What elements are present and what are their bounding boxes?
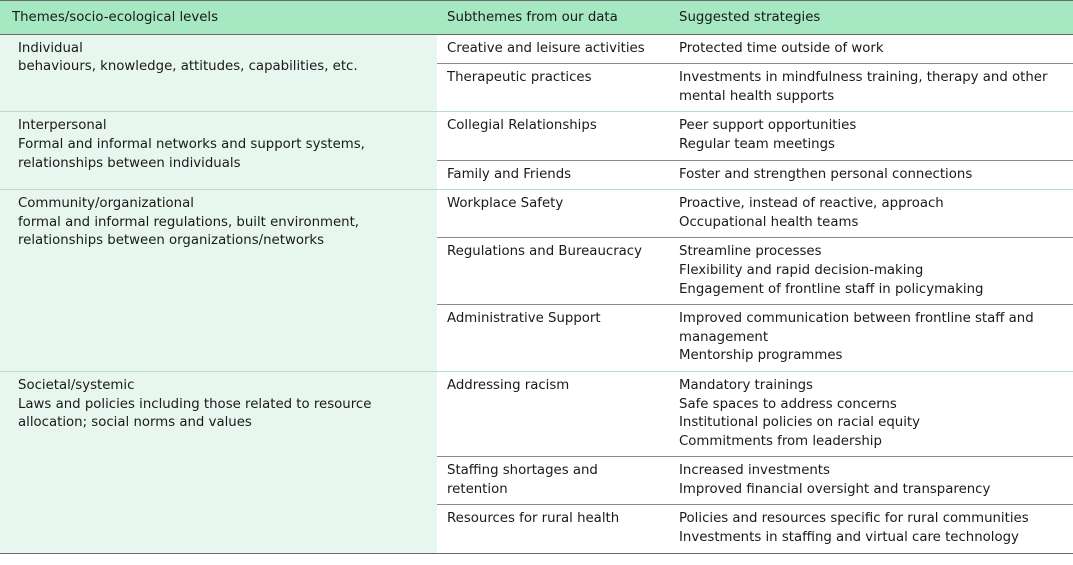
strategy-item: Proactive, instead of reactive, approach	[679, 196, 944, 212]
strategy-item: Increased investments	[679, 463, 830, 479]
strategies-cell	[669, 64, 1073, 112]
theme-cell	[0, 112, 437, 190]
header-row	[0, 1, 1073, 35]
theme-description: behaviours, knowledge, attitudes, capabilities, etc.	[18, 59, 358, 75]
strategy-item: Foster and strengthen personal connections	[679, 166, 973, 182]
theme-title: Individual	[18, 40, 83, 56]
strategy-item: Commitments from leadership	[679, 433, 882, 449]
theme-group	[0, 34, 1073, 112]
strategies-cell	[669, 112, 1073, 160]
theme-description: formal and informal regulations, built environment, relationships between organizations/networks	[18, 214, 360, 249]
subtheme-cell: Therapeutic practices	[437, 64, 669, 112]
strategies-cell	[669, 190, 1073, 238]
strategy-item: Mentorship programmes	[679, 348, 843, 364]
subtheme-cell: Workplace Safety	[437, 190, 669, 238]
strategy-item: Institutional policies on racial equity	[679, 415, 920, 431]
subtheme-cell: Creative and leisure activities	[437, 34, 669, 64]
strategy-item: Investments in staffing and virtual care technology	[679, 530, 1019, 546]
strategy-item: Safe spaces to address concerns	[679, 396, 897, 412]
strategy-item: Regular team meetings	[679, 136, 835, 152]
theme-title: Societal/systemic	[18, 377, 135, 393]
header-subthemes: Subthemes from our data	[437, 1, 669, 35]
strategy-item: Engagement of frontline staff in policymaking	[679, 281, 984, 297]
strategy-item: Protected time outside of work	[679, 40, 884, 56]
header-strategies: Suggested strategies	[669, 1, 1073, 35]
theme-group	[0, 190, 1073, 372]
subtheme-cell: Resources for rural health	[437, 505, 669, 553]
theme-group	[0, 371, 1073, 553]
strategies-cell	[669, 505, 1073, 553]
strategy-item: Improved communication between frontline staff and management	[679, 311, 1034, 345]
theme-cell	[0, 371, 437, 553]
subtheme-cell: Collegial Relationships	[437, 112, 669, 160]
theme-title: Interpersonal	[18, 118, 107, 134]
strategy-item: Flexibility and rapid decision-making	[679, 262, 924, 278]
strategies-cell	[669, 457, 1073, 505]
theme-description: Laws and policies including those related to resource allocation; social norms and values	[18, 396, 372, 431]
theme-cell	[0, 34, 437, 112]
strategies-cell	[669, 238, 1073, 305]
strategies-cell	[669, 34, 1073, 64]
subtheme-cell: Regulations and Bureaucracy	[437, 238, 669, 305]
header-themes: Themes/socio-ecological levels	[0, 1, 437, 35]
subtheme-cell: Addressing racism	[437, 371, 669, 456]
theme-description: Formal and informal networks and support systems, relationships between individuals	[18, 136, 365, 171]
strategy-item: Mandatory trainings	[679, 377, 813, 393]
subtheme-cell: Staffing shortages and retention	[437, 457, 669, 505]
subtheme-cell: Family and Friends	[437, 160, 669, 190]
strategies-cell	[669, 371, 1073, 456]
table-row	[0, 112, 1073, 160]
subtheme-cell: Administrative Support	[437, 305, 669, 372]
strategy-item: Peer support opportunities	[679, 118, 857, 134]
strategy-item: Streamline processes	[679, 244, 822, 260]
strategy-item: Policies and resources specific for rural communities	[679, 511, 1029, 527]
strategies-cell	[669, 160, 1073, 190]
table-row	[0, 190, 1073, 238]
table-row	[0, 34, 1073, 64]
strategy-item: Improved financial oversight and transparency	[679, 481, 991, 497]
table-row	[0, 371, 1073, 456]
theme-group	[0, 112, 1073, 190]
theme-title: Community/organizational	[18, 196, 194, 212]
strategies-cell	[669, 305, 1073, 372]
strategy-item: Occupational health teams	[679, 214, 859, 230]
strategy-item: Investments in mindfulness training, therapy and other mental health supports	[679, 70, 1048, 104]
theme-cell	[0, 190, 437, 372]
